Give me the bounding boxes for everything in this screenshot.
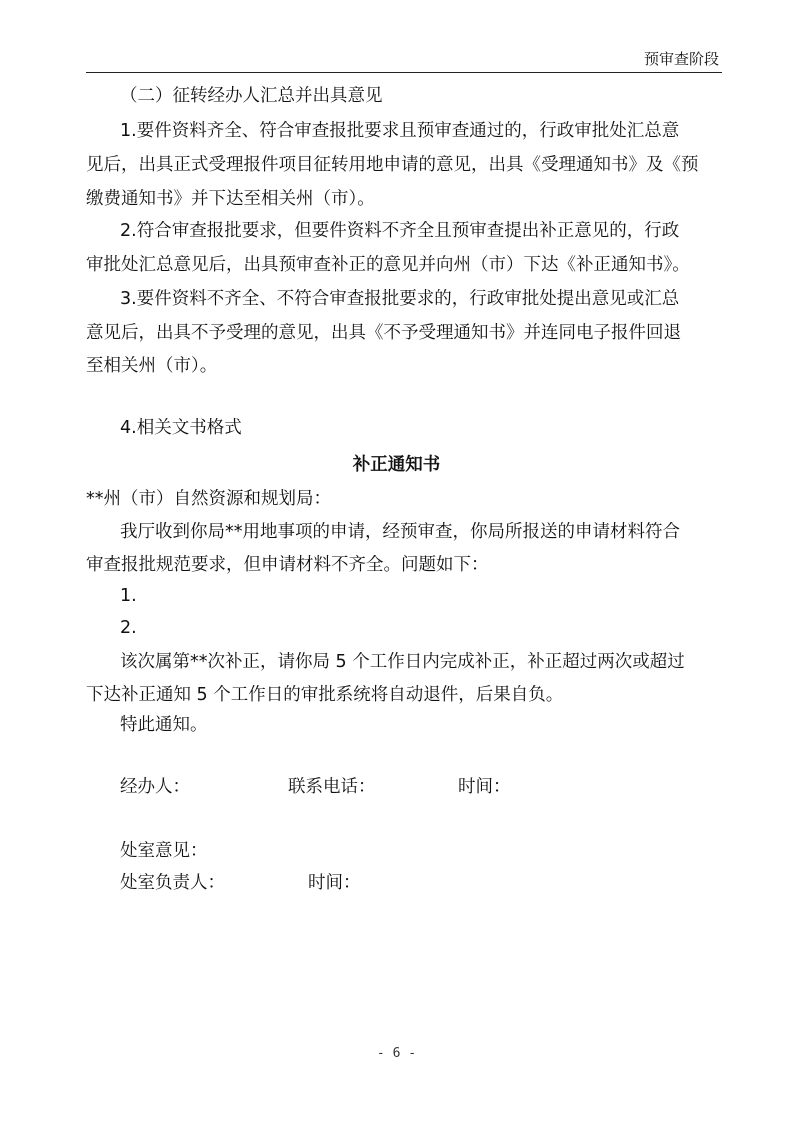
- item4-heading: 4.相关文书格式: [120, 418, 242, 438]
- item3-line1: 3.要件资料不齐全、不符合审查报批要求的，行政审批处提出意见或汇总: [120, 289, 680, 309]
- notice-body-line2: 审查报批规范要求，但申请材料不齐全。问题如下：: [86, 555, 489, 575]
- notice-issue-1: 1.: [120, 586, 137, 606]
- notice-closing: 特此通知。: [120, 715, 208, 735]
- handler-label: 经办人：: [120, 777, 190, 797]
- time-label-2: 时间：: [308, 873, 361, 893]
- time-label: 时间：: [458, 777, 511, 797]
- page-number: - 6 -: [376, 1046, 417, 1061]
- phone-label: 联系电话：: [288, 777, 376, 797]
- item1-line2: 见后，出具正式受理报件项目征转用地申请的意见，出具《受理通知书》及《预: [86, 155, 699, 175]
- item1-line3: 缴费通知书》并下达至相关州（市）。: [86, 189, 375, 209]
- dept-opinion-label: 处室意见：: [120, 841, 208, 861]
- notice-addressee: **州（市）自然资源和规划局：: [86, 489, 331, 509]
- item3-line2: 意见后，出具不予受理的意见，出具《不予受理通知书》并连同电子报件回退: [86, 323, 681, 343]
- notice-deadline-line2: 下达补正通知 5 个工作日的审批系统将自动退件，后果自负。: [86, 685, 564, 705]
- header-divider: [86, 72, 722, 73]
- section-heading: （二）征转经办人汇总并出具意见: [120, 86, 383, 106]
- item3-line3: 至相关州（市）。: [86, 356, 218, 376]
- notice-title: 补正通知书: [352, 455, 441, 475]
- header-stage: 预审查阶段: [643, 50, 719, 68]
- item2-line1: 2.符合审查报批要求，但要件资料不齐全且预审查提出补正意见的，行政: [120, 221, 680, 241]
- item1-line1: 1.要件资料齐全、符合审查报批要求且预审查通过的，行政审批处汇总意: [120, 121, 680, 141]
- dept-head-label: 处室负责人：: [120, 873, 225, 893]
- notice-deadline-line1: 该次属第**次补正，请你局 5 个工作日内完成补正，补正超过两次或超过: [120, 652, 685, 672]
- notice-issue-2: 2.: [120, 618, 137, 638]
- item2-line2: 审批处汇总意见后，出具预审查补正的意见并向州（市）下达《补正通知书》。: [86, 255, 690, 275]
- notice-body-line1: 我厅收到你局**用地事项的申请，经预审查，你局所报送的申请材料符合: [120, 522, 680, 542]
